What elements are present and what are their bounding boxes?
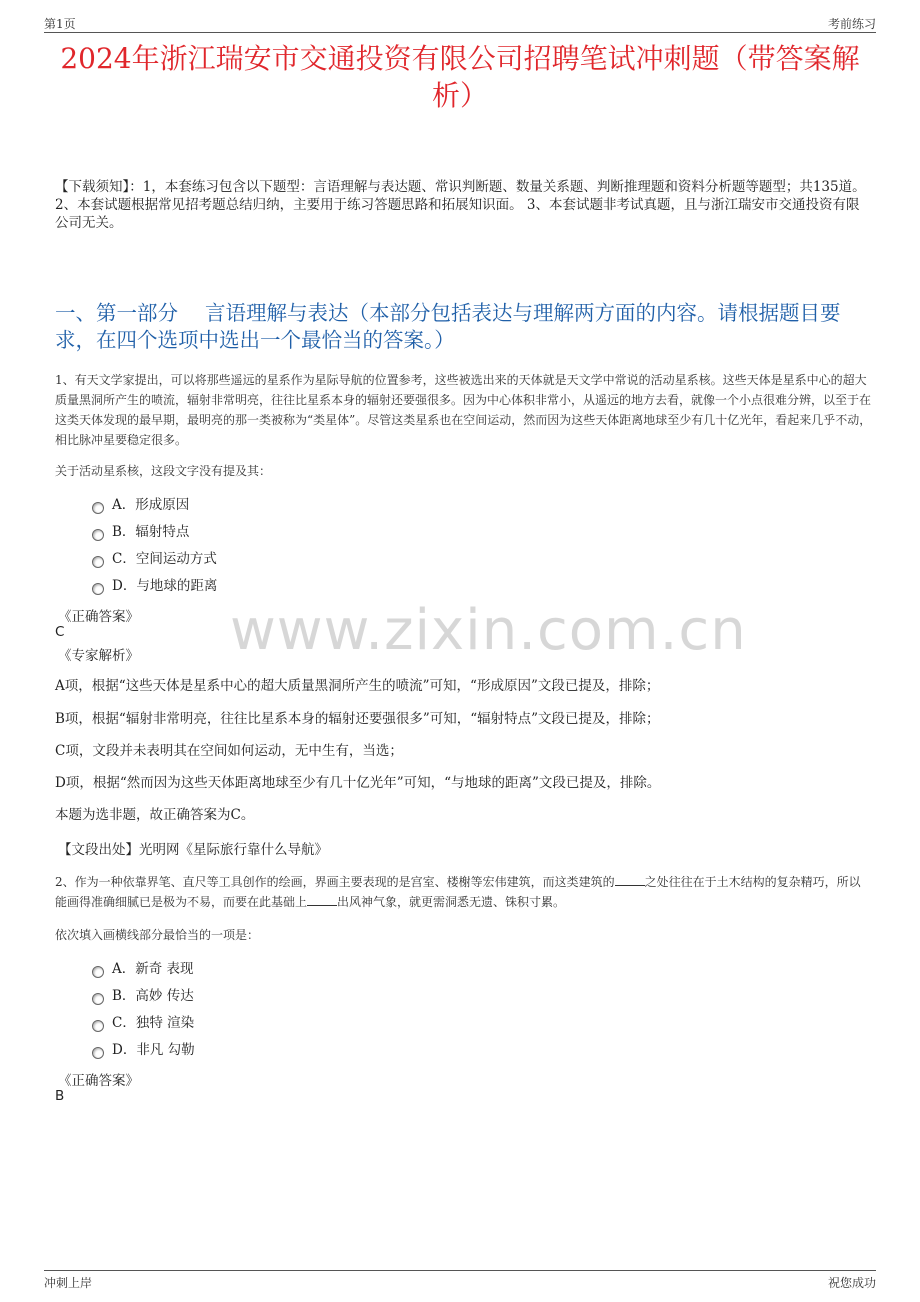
section-heading: 一、第一部分 言语理解与表达（本部分包括表达与理解两方面的内容。请根据题目要求，在四个选项中选出一个最恰当的答案。） (55, 301, 841, 352)
radio-icon[interactable] (92, 583, 104, 595)
blank-2 (307, 895, 337, 906)
answer-label: 《正确答案》 (58, 1073, 139, 1089)
analysis-b: B项，根据“辐射非常明亮，往往比星系本身的辐射还要强很多”可知，“辐射特点”文段已提及，排除； (55, 711, 660, 727)
analysis-c: C项，文段并未表明其在空间如何运动，无中生有，当选； (55, 743, 403, 759)
option-b[interactable]: B．辐射特点 (92, 519, 217, 546)
page-number: 第1页 (44, 17, 76, 31)
radio-icon[interactable] (92, 1020, 104, 1032)
analysis-label: 《专家解析》 (58, 648, 139, 664)
option-b[interactable]: B．高妙 传达 (92, 983, 195, 1010)
option-a[interactable]: A．新奇 表现 (92, 956, 195, 983)
question-1-text: 1、有天文学家提出，可以将那些遥远的星系作为星际导航的位置参考，这些被选出来的天体就是天文学中常说的活动星系核。这些天体是星系中心的超大质量黑洞所产生的喷流，辐射非常明亮，往往比星系本身的辐射还要强很多。因为中心体积非常小，从遥远的地方去看，就像一个小点很难分辨，以至于在这类天体发现的最早期，最明亮的那一类被称为“类星体”。尽管这类星系也在空间运动，然而因为这些天体距离地球至少有几十亿光年，看起来几乎不动，相比脉冲星要稳定很多。 (55, 373, 872, 447)
document-title: 2024年浙江瑞安市交通投资有限公司招聘笔试冲刺题（带答案解析） (60, 42, 860, 112)
radio-icon[interactable] (92, 556, 104, 568)
page-footer (44, 1270, 876, 1291)
download-notice: 【下载须知】：1，本套练习包含以下题型：言语理解与表达题、常识判断题、数量关系题、判断推理题和资料分析题等题型；共135道。 2、本套试题根据常见招考题总结归纳，主要用于练习答题思路和拓展知识面。 3、本套试题非考试真题，且与浙江瑞安市交通投资有限公司无关。 (55, 179, 866, 231)
answer-value: C (55, 624, 65, 640)
option-d[interactable]: D．非凡 勾勒 (92, 1037, 195, 1064)
page-header (44, 12, 876, 33)
option-a[interactable]: A．形成原因 (92, 492, 217, 519)
answer-label: 《正确答案》 (58, 609, 139, 625)
analysis-d: D项，根据“然而因为这些天体距离地球至少有几十亿光年”可知，“与地球的距离”文段已提及，排除。 (55, 775, 661, 791)
radio-icon[interactable] (92, 1047, 104, 1059)
answer-value: B (55, 1088, 65, 1104)
analysis-conclusion: 本题为选非题，故正确答案为C。 (55, 807, 255, 823)
radio-icon[interactable] (92, 502, 104, 514)
question-1-options (92, 492, 217, 600)
question-1-stem: 关于活动星系核，这段文字没有提及其： (55, 464, 272, 478)
question-2-options (92, 956, 195, 1064)
question-2-text: 2、作为一种依靠界笔、直尺等工具创作的绘画，界画主要表现的是宫室、楼榭等宏伟建筑，而这类建筑的 之处往往在于土木结构的复杂精巧，所以能画得准确细腻已是极为不易，而要在此基础上 出风神气象，就更需洞悉无遗、铢积寸累。 (55, 875, 861, 909)
footer-right: 祝您成功 (827, 1276, 876, 1290)
radio-icon[interactable] (92, 993, 104, 1005)
source-citation: 【文段出处】光明网《星际旅行靠什么导航》 (58, 842, 328, 858)
option-c[interactable]: C．独特 渲染 (92, 1010, 195, 1037)
header-label: 考前练习 (827, 17, 876, 31)
question-2-stem: 依次填入画横线部分最恰当的一项是： (55, 928, 260, 942)
option-d[interactable]: D．与地球的距离 (92, 573, 217, 600)
radio-icon[interactable] (92, 529, 104, 541)
radio-icon[interactable] (92, 966, 104, 978)
blank-1 (615, 875, 645, 886)
watermark: www.zixin.com.cn (230, 598, 747, 663)
footer-left: 冲刺上岸 (44, 1276, 93, 1290)
analysis-a: A项，根据“这些天体是星系中心的超大质量黑洞所产生的喷流”可知，“形成原因”文段已提及，排除； (55, 678, 660, 694)
option-c[interactable]: C．空间运动方式 (92, 546, 217, 573)
